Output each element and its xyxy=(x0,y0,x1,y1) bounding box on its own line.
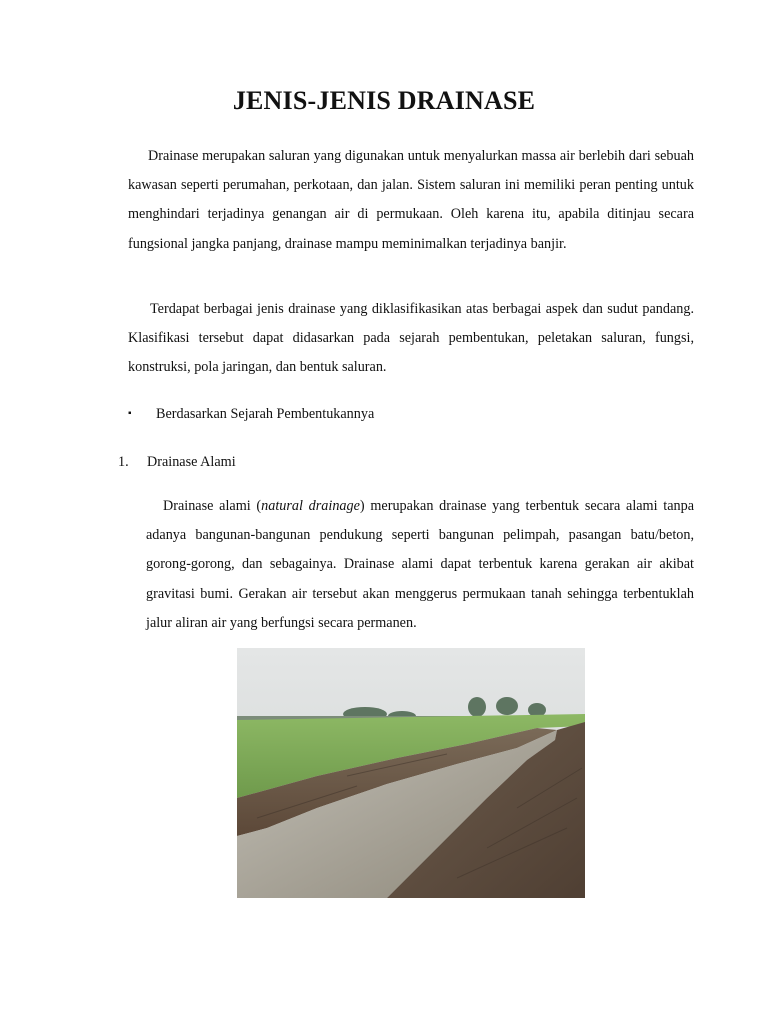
item-title: Drainase Alami xyxy=(147,454,236,470)
paragraph-natural-drainage xyxy=(146,492,694,638)
paragraph3-italic-term: natural drainage xyxy=(261,498,360,514)
bullet-text: Berdasarkan Sejarah Pembentukannya xyxy=(156,406,375,422)
paragraph3-start: Drainase alami ( xyxy=(163,498,262,514)
paragraph3-end: ) merupakan drainase yang terbentuk secara alami tanpa adanya bangunan-bangunan pendukung seperti bangunan pelimpah, pasangan batu/beton, gorong-gorong, dan sebagainya. Drainase alami dapat terbentuk karena gerakan air akibat gravitasi bumi. Gerakan air tersebut akan menggerus permukaan tanah sehingga terbentuklah jalur aliran air yang berfungsi secara permanen. xyxy=(146,498,695,631)
document-title: JENIS-JENIS DRAINASE xyxy=(232,86,536,115)
item-number: 1. xyxy=(118,454,129,470)
drainage-channel-photo xyxy=(237,648,585,898)
paragraph-intro: Drainase merupakan saluran yang digunakan untuk menyalurkan massa air berlebih dari sebuah kawasan seperti perumahan, perkotaan, dan jalan. Sistem saluran ini memiliki peran penting untuk menghindari terjadinya genangan air di permukaan. Oleh karena itu, apabila ditinjau secara fungsional jangka panjang, drainase mampu meminimalkan terjadinya banjir. xyxy=(128,148,694,252)
paragraph-classification: Terdapat berbagai jenis drainase yang diklasifikasikan atas berbagai aspek dan sudut pandang. Klasifikasi tersebut dapat didasarkan pada sejarah pembentukan, peletakan saluran, fungsi, konstruksi, pola jaringan, dan bentuk saluran. xyxy=(128,301,694,376)
bullet-marker: ▪ xyxy=(128,408,132,419)
